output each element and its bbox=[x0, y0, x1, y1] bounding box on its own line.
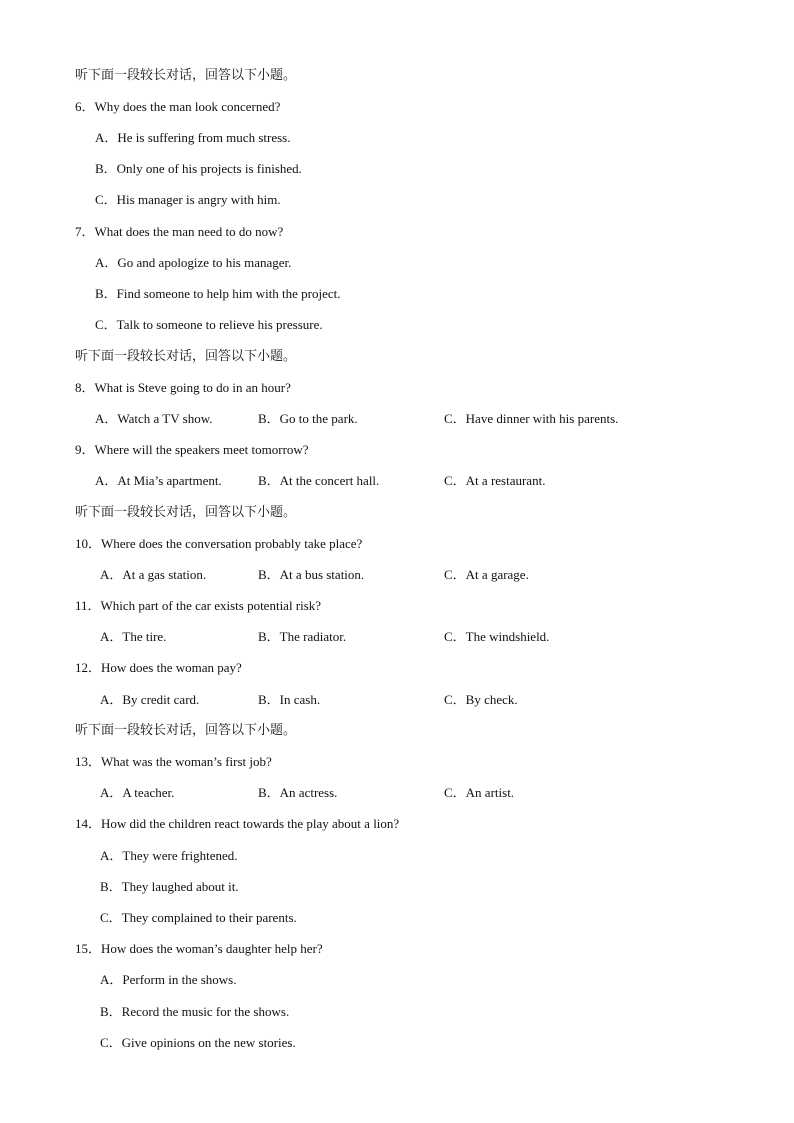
section-heading: 听下面一段较长对话，回答以下小题。 bbox=[75, 505, 297, 520]
section-heading: 听下面一段较长对话，回答以下小题。 bbox=[75, 68, 297, 83]
question-8: 8．What is Steve going to do in an hour? bbox=[75, 380, 291, 395]
q12-option-b: B．In cash. bbox=[258, 692, 321, 707]
q14-option-b: B．They laughed about it. bbox=[100, 879, 239, 894]
q13-option-a: A．A teacher. bbox=[100, 785, 175, 800]
q15-option-a: A．Perform in the shows. bbox=[100, 972, 237, 987]
q10-option-c: C．At a garage. bbox=[444, 567, 529, 582]
q7-option-a: A．Go and apologize to his manager. bbox=[95, 255, 292, 270]
q14-option-a: A．They were frightened. bbox=[100, 848, 238, 863]
q6-option-b: B．Only one of his projects is finished. bbox=[95, 161, 302, 176]
q10-option-a: A．At a gas station. bbox=[100, 567, 207, 582]
q12-option-a: A．By credit card. bbox=[100, 692, 200, 707]
q8-option-c: C．Have dinner with his parents. bbox=[444, 411, 619, 426]
q11-option-a: A．The tire. bbox=[100, 629, 167, 644]
q9-option-a: A．At Mia’s apartment. bbox=[95, 473, 222, 488]
question-9: 9．Where will the speakers meet tomorrow? bbox=[75, 442, 309, 457]
question-15: 15．How does the woman’s daughter help her? bbox=[75, 941, 323, 956]
q9-option-c: C．At a restaurant. bbox=[444, 473, 546, 488]
section-heading: 听下面一段较长对话，回答以下小题。 bbox=[75, 349, 297, 364]
q11-option-b: B．The radiator. bbox=[258, 629, 347, 644]
q7-option-b: B．Find someone to help him with the project. bbox=[95, 286, 341, 301]
q12-option-c: C．By check. bbox=[444, 692, 518, 707]
q14-option-c: C．They complained to their parents. bbox=[100, 910, 297, 925]
question-13: 13．What was the woman’s first job? bbox=[75, 754, 272, 769]
q8-option-b: B．Go to the park. bbox=[258, 411, 358, 426]
question-14: 14．How did the children react towards the play about a lion? bbox=[75, 816, 400, 831]
question-12: 12．How does the woman pay? bbox=[75, 660, 242, 675]
q6-option-a: A．He is suffering from much stress. bbox=[95, 130, 291, 145]
question-11: 11．Which part of the car exists potential risk? bbox=[75, 598, 322, 613]
question-10: 10．Where does the conversation probably take place? bbox=[75, 536, 363, 551]
q9-option-b: B．At the concert hall. bbox=[258, 473, 380, 488]
q15-option-b: B．Record the music for the shows. bbox=[100, 1004, 290, 1019]
question-6: 6．Why does the man look concerned? bbox=[75, 99, 281, 114]
q10-option-b: B．At a bus station. bbox=[258, 567, 365, 582]
q6-option-c: C．His manager is angry with him. bbox=[95, 192, 281, 207]
q7-option-c: C．Talk to someone to relieve his pressure. bbox=[95, 317, 323, 332]
q8-option-a: A．Watch a TV show. bbox=[95, 411, 213, 426]
question-7: 7．What does the man need to do now? bbox=[75, 224, 284, 239]
q11-option-c: C．The windshield. bbox=[444, 629, 550, 644]
q15-option-c: C．Give opinions on the new stories. bbox=[100, 1035, 296, 1050]
section-heading: 听下面一段较长对话，回答以下小题。 bbox=[75, 723, 297, 738]
q13-option-b: B．An actress. bbox=[258, 785, 338, 800]
q13-option-c: C．An artist. bbox=[444, 785, 515, 800]
